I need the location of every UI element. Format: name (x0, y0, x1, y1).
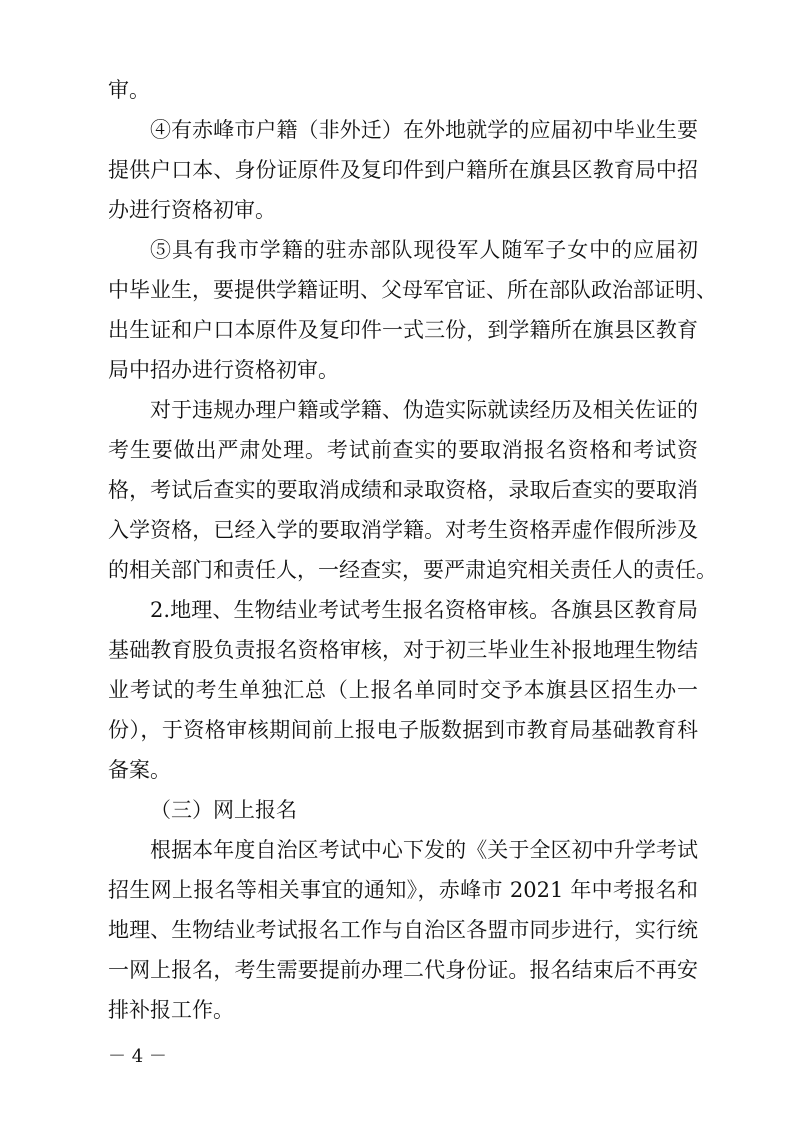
text-line: 办进行资格初审。 (108, 198, 276, 222)
text-line: 招生网上报名等相关事宜的通知》，赤峰市 2021 年中考报名和 (108, 878, 698, 902)
page-number: － 4 － (108, 1046, 167, 1067)
text-line: 基础教育股负责报名资格审核，对于初三毕业生补报地理生物结 (108, 638, 698, 662)
text-line: 对于违规办理户籍或学籍、伪造实际就读经历及相关佐证的 (150, 398, 698, 422)
text-line: 格，考试后查实的要取消成绩和录取资格，录取后查实的要取消 (108, 478, 698, 502)
text-line: 中毕业生，要提供学籍证明、父母军官证、所在部队政治部证明、 (108, 278, 717, 302)
text-line: 根据本年度自治区考试中心下发的《关于全区初中升学考试 (150, 838, 698, 862)
text-line: 地理、生物结业考试报名工作与自治区各盟市同步进行，实行统 (108, 918, 698, 942)
text-line: 审。 (108, 78, 150, 102)
text-line: 局中招办进行资格初审。 (108, 358, 339, 382)
text-line: 2.地理、生物结业考试考生报名资格审核。各旗县区教育局 (150, 598, 698, 622)
text-line: 提供户口本、身份证原件及复印件到户籍所在旗县区教育局中招 (108, 158, 698, 182)
text-line: 业考试的考生单独汇总（上报名单同时交予本旗县区招生办一 (108, 678, 698, 702)
text-line: 的相关部门和责任人，一经查实，要严肃追究相关责任人的责任。 (108, 558, 717, 582)
text-line: ⑤具有我市学籍的驻赤部队现役军人随军子女中的应届初 (150, 238, 698, 262)
text-line: 考生要做出严肃处理。考试前查实的要取消报名资格和考试资 (108, 438, 698, 462)
text-line: 入学资格，已经入学的要取消学籍。对考生资格弄虚作假所涉及 (108, 518, 698, 542)
section-heading: （三）网上报名 (150, 798, 297, 822)
text-line: 出生证和户口本原件及复印件一式三份，到学籍所在旗县区教育 (108, 318, 698, 342)
text-line: ④有赤峰市户籍（非外迁）在外地就学的应届初中毕业生要 (150, 118, 698, 142)
text-line: 份），于资格审核期间前上报电子版数据到市教育局基础教育科 (108, 718, 698, 742)
text-line: 排补报工作。 (108, 998, 234, 1022)
text-line: 备案。 (108, 758, 171, 782)
text-line: 一网上报名，考生需要提前办理二代身份证。报名结束后不再安 (108, 958, 698, 982)
